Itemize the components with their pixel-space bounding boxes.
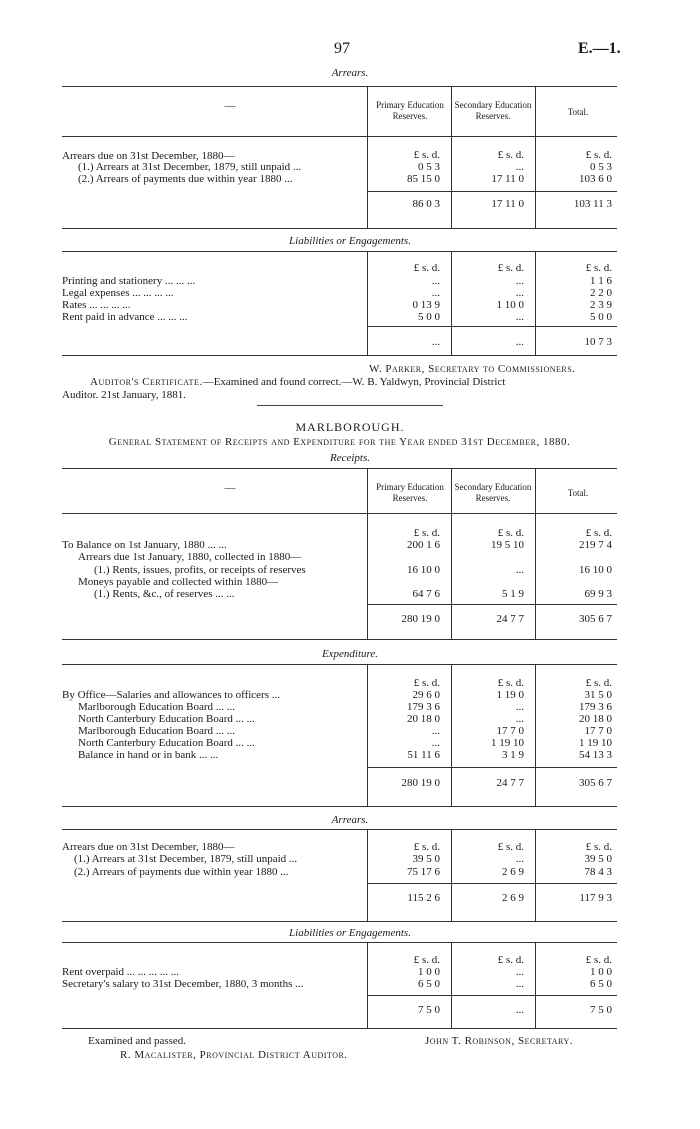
t4-cell: 179 3 6 [407,701,440,713]
t6-cell: 1 0 0 [418,966,440,978]
t1-total: 86 0 3 [412,198,440,210]
t1-lsd-p: £ s. d. [413,149,440,161]
t6-cell: 1 0 0 [590,966,612,978]
t2-cell: ... [515,311,524,323]
t5-row-label: (1.) Arrears at 31st December, 1879, still unpaid ... [74,853,298,865]
t1-cell: 0 5 3 [590,161,612,173]
t6-row-label: Rent overpaid ... ... ... ... ... [62,966,180,978]
t4-cell: ... [515,701,524,713]
t4-cell: 1 19 0 [496,689,524,701]
t4-lsd-p: £ s. d. [413,677,440,689]
t4-cell: 54 13 3 [579,749,612,761]
t1-row-label: (2.) Arrears of payments due within year 1880 ... [78,173,293,185]
t4-cell: 29 6 0 [412,689,440,701]
t2-cell: 5 0 0 [590,311,612,323]
t3-cell: 69 9 3 [584,588,612,600]
t1-cell: ... [515,161,524,173]
t4-cell: 51 11 6 [407,749,440,761]
t1-title: Arrears. [331,67,369,79]
t6-lsd-p: £ s. d. [413,954,440,966]
t5-cell: 78 4 3 [584,866,612,878]
footer-secretary: John T. Robinson, Secretary. [425,1035,573,1047]
t4-row-label: Marlborough Education Board ... ... [78,701,236,713]
page-number: 97 [334,40,350,57]
t1-cell: 0 5 3 [418,161,440,173]
t6-lsd-t: £ s. d. [585,954,612,966]
section-divider [257,405,443,406]
t5-cell: 75 17 6 [407,866,440,878]
t3-cell: 16 10 0 [579,564,612,576]
t4-row-label: North Canterbury Education Board ... ... [78,737,255,749]
t4-row-label: Balance in hand or in bank ... ... [78,749,219,761]
t3-lsd-p: £ s. d. [413,527,440,539]
t6-cell: 6 5 0 [590,978,612,990]
t3-total: 280 19 0 [401,613,440,625]
t5-heading: Arrears due on 31st December, 1880— [62,841,235,853]
page-code: E.—1. [578,40,621,57]
t2-cell: 2 3 9 [590,299,612,311]
t6-total: 7 5 0 [590,1004,612,1016]
t2-row-label: Legal expenses ... ... ... ... [62,287,174,299]
section-title: MARLBOROUGH. [295,420,405,434]
t5-title: Arrears. [331,814,369,826]
t3-lsd-t: £ s. d. [585,527,612,539]
t1-total: 103 11 3 [573,198,612,210]
t2-row-label: Rent paid in advance ... ... ... [62,311,188,323]
t1-lsd-t: £ s. d. [585,149,612,161]
auditor-certificate [90,376,505,388]
t2-row-label: Printing and stationery ... ... ... [62,275,196,287]
t3-cell: 19 5 10 [491,539,524,551]
t4-cell: 17 7 0 [584,725,612,737]
t3-cell: 16 10 0 [407,564,440,576]
t2-total: ... [515,336,524,348]
t4-row-label: Marlborough Education Board ... ... [78,725,236,737]
t2-lsd-p: £ s. d. [413,262,440,274]
t3-row-label: To Balance on 1st January, 1880 ... ... [62,539,227,551]
t5-cell: ... [515,853,524,865]
t3-col-primary: Primary Education Reserves. [376,482,444,503]
t2-title: Liabilities or Engagements. [289,235,411,247]
general-statement-title: General Statement of Receipts and Expenditure for the Year ended 31st December, 1880. [108,436,571,448]
t4-cell: 3 1 9 [502,749,524,761]
t5-lsd-s: £ s. d. [497,841,524,853]
t2-cell: 5 0 0 [418,311,440,323]
t6-row-label: Secretary's salary to 31st December, 1880, 3 months ... [62,978,304,990]
t1-cell: 85 15 0 [407,173,440,185]
t4-cell: 20 18 0 [579,713,612,725]
t6-lsd-s: £ s. d. [497,954,524,966]
t6-cell: ... [515,966,524,978]
t4-cell: 20 18 0 [407,713,440,725]
t5-total: 117 9 3 [579,892,612,904]
t2-cell: ... [431,275,440,287]
t2-cell: 1 10 0 [496,299,524,311]
t2-cell: 2 2 0 [590,287,612,299]
t1-lsd-s: £ s. d. [497,149,524,161]
t4-total: 305 6 7 [579,777,612,789]
t3-title: Receipts. [329,452,370,464]
secretary-signature: W. Parker, Secretary to Commissioners. [369,363,576,375]
t3-cell: 64 7 6 [412,588,440,600]
t3-row-label: Moneys payable and collected within 1880— [78,576,279,588]
t4-cell: 31 5 0 [584,689,612,701]
t1-top-rule [62,86,617,87]
t6-total: ... [515,1004,524,1016]
t4-cell: 17 7 0 [496,725,524,737]
t1-col-secondary: Secondary Education Reserves. [454,100,532,121]
t2-total: 10 7 3 [584,336,612,348]
t4-row-label: By Office—Salaries and allowances to officers ... [62,689,280,701]
t2-lsd-s: £ s. d. [497,262,524,274]
t3-col-total: Total. [567,488,589,498]
footer-auditor: R. Macalister, Provincial District Auditor. [120,1049,348,1061]
t5-lsd-t: £ s. d. [585,841,612,853]
t1-cell: 17 11 0 [491,173,524,185]
t6-total: 7 5 0 [418,1004,440,1016]
t1-total: 17 11 0 [491,198,524,210]
t6-cell: ... [515,978,524,990]
t2-total: ... [431,336,440,348]
t5-total: 2 6 9 [502,892,524,904]
t1-cell: 103 6 0 [579,173,612,185]
t5-cell: 39 5 0 [412,853,440,865]
t1-heading: Arrears due on 31st December, 1880— [62,150,235,162]
t2-cell: 0 13 9 [412,299,440,311]
t3-row-label: Arrears due 1st January, 1880, collected in 1880— [78,551,302,563]
t5-row-label: (2.) Arrears of payments due within year 1880 ... [74,866,289,878]
t4-total: 280 19 0 [401,777,440,789]
t2-cell: 1 1 6 [590,275,612,287]
t1-head-rule [62,136,617,137]
t4-cell: 179 3 6 [579,701,612,713]
t3-row-label: (1.) Rents, issues, profits, or receipts of reserves [94,564,306,576]
t3-lsd-s: £ s. d. [497,527,524,539]
t1-col-total: Total. [567,107,589,117]
t4-title: Expenditure. [321,648,379,660]
t3-total: 305 6 7 [579,613,612,625]
t4-cell: ... [431,725,440,737]
t4-cell: ... [431,737,440,749]
t5-cell: 2 6 9 [502,866,524,878]
t1-dash: — [224,100,236,112]
t3-cell: 219 7 4 [579,539,612,551]
t1-row-label: (1.) Arrears at 31st December, 1879, still unpaid ... [78,161,302,173]
t2-cell: ... [431,287,440,299]
t2-cell: ... [515,287,524,299]
t4-cell: ... [515,713,524,725]
t4-total: 24 7 7 [496,777,524,789]
t3-col-secondary: Secondary Education Reserves. [454,482,532,503]
t2-row-label: Rates ... ... ... ... [62,299,131,311]
t5-cell: 39 5 0 [584,853,612,865]
t4-cell: 1 19 10 [579,737,612,749]
t3-cell: 5 1 9 [502,588,524,600]
t3-cell: ... [515,564,524,576]
t4-lsd-t: £ s. d. [585,677,612,689]
t3-row-label: (1.) Rents, &c., of reserves ... ... [94,588,235,600]
auditor-date: Auditor. 21st January, 1881. [62,389,186,401]
footer-examined: Examined and passed. [88,1035,187,1047]
t5-total: 115 2 6 [407,892,440,904]
t4-cell: 1 19 10 [491,737,524,749]
t2-lsd-t: £ s. d. [585,262,612,274]
cert-text: —Examined and found correct.—W. B. Yaldwyn, Provincial District [202,376,506,388]
t1-col-primary: Primary Education Reserves. [376,100,444,121]
t4-lsd-s: £ s. d. [497,677,524,689]
t3-total: 24 7 7 [496,613,524,625]
t4-row-label: North Canterbury Education Board ... ... [78,713,255,725]
t2-cell: ... [515,275,524,287]
t5-lsd-p: £ s. d. [413,841,440,853]
t6-title: Liabilities or Engagements. [289,927,411,939]
cert-label: Auditor's Certificate. [90,376,203,388]
t6-cell: 6 5 0 [418,978,440,990]
t3-dash: — [224,482,236,494]
t3-cell: 200 1 6 [407,539,440,551]
